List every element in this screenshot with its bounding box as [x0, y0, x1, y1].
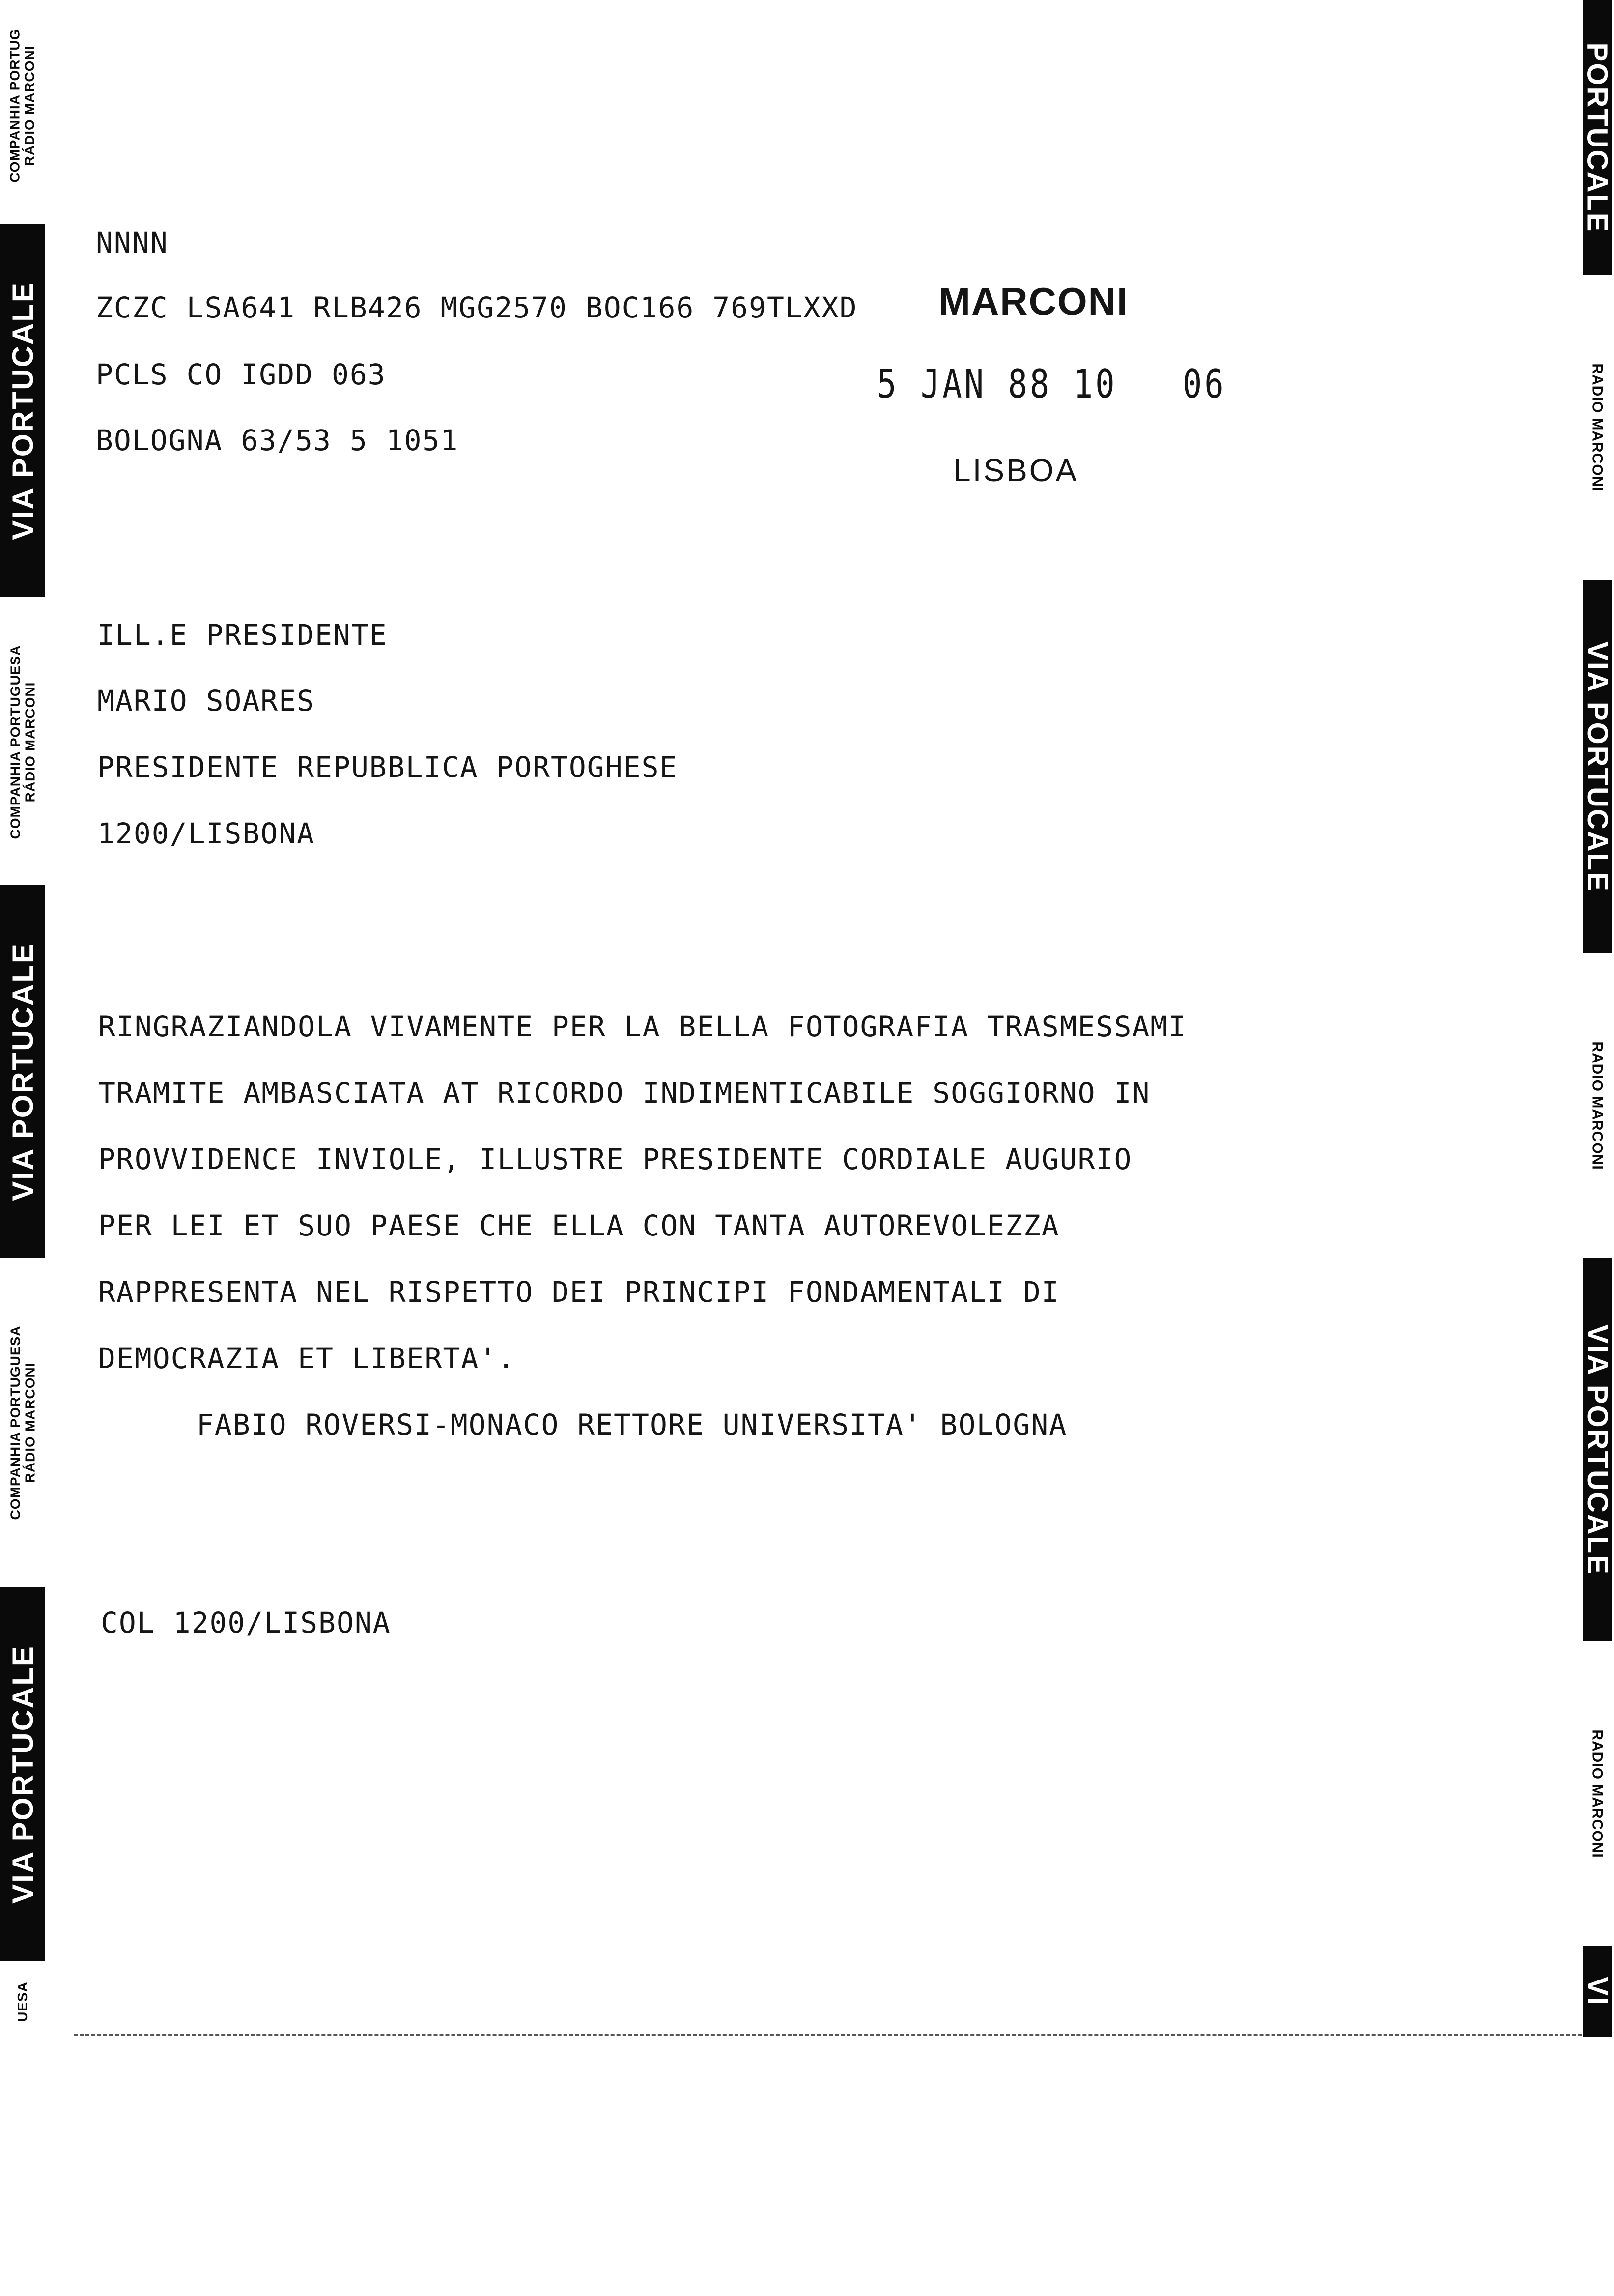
- left-strip-company-line2: RÁDIO MARCONI: [22, 682, 37, 803]
- header-routing-line: ZCZC LSA641 RLB426 MGG2570 BOC166 769TLXXD: [96, 291, 858, 324]
- right-strip-brand-3: [1583, 1258, 1612, 1641]
- right-strip-company-1: [1583, 275, 1612, 580]
- left-strip-company-line2: RÁDIO MARCONI: [22, 1362, 37, 1483]
- left-brand-strip: [0, 0, 45, 2037]
- right-strip-company-2: [1583, 953, 1612, 1258]
- left-strip-brand-text: VIA PORTUCALE: [6, 942, 39, 1201]
- right-strip-company-text: RADIO MARCONI: [1589, 363, 1606, 492]
- recipient-title: ILL.E PRESIDENTE: [97, 618, 388, 652]
- left-strip-company-bottom-text: UESA: [14, 1981, 30, 2022]
- message-line-1: RINGRAZIANDOLA VIVAMENTE PER LA BELLA FOTOGRAFIA TRASMESSAMI: [98, 1010, 1187, 1043]
- left-strip-company-2: [0, 1268, 45, 1578]
- place-stamp: LISBOA: [953, 453, 1079, 488]
- left-strip-company-top: [0, 0, 45, 211]
- message-line-3: PROVVIDENCE INVIOLE, ILLUSTRE PRESIDENTE CORDIALE AUGURIO: [98, 1143, 1133, 1176]
- collation-line: COL 1200/LISBONA: [101, 1606, 391, 1639]
- right-strip-company-text: RADIO MARCONI: [1589, 1041, 1606, 1170]
- left-strip-company-top-line2: RÁDIO MARCONI: [22, 45, 38, 166]
- message-line-5: RAPPRESENTA NEL RISPETTO DEI PRINCIPI FONDAMENTALI DI: [98, 1275, 1060, 1309]
- right-strip-brand-text: VIA PORTUCALE: [1581, 641, 1614, 892]
- left-strip-company-line1: COMPANHIA PORTUGUESA: [7, 1325, 23, 1520]
- recipient-address: 1200/LISBONA: [97, 817, 315, 850]
- right-strip-brand-top-text: PORTUCALE: [1581, 42, 1614, 233]
- message-line-6: DEMOCRAZIA ET LIBERTA'.: [98, 1342, 516, 1375]
- left-strip-brand-text: VIA PORTUCALE: [6, 281, 39, 540]
- right-strip-brand-bottom-text: VI: [1581, 1977, 1614, 2007]
- message-line-2: TRAMITE AMBASCIATA AT RICORDO INDIMENTICABILE SOGGIORNO IN: [98, 1076, 1151, 1110]
- right-strip-brand-bottom: [1583, 1946, 1612, 2037]
- left-strip-company-bottom: [0, 1966, 45, 2037]
- left-strip-brand-3: [0, 1587, 45, 1961]
- signature-line: FABIO ROVERSI-MONACO RETTORE UNIVERSITA' BOLOGNA: [197, 1408, 1068, 1441]
- left-strip-company-1: [0, 607, 45, 877]
- message-line-4: PER LEI ET SUO PAESE CHE ELLA CON TANTA AUTOREVOLEZZA: [98, 1209, 1060, 1242]
- right-strip-company-3: [1583, 1641, 1612, 1946]
- left-strip-brand-text: VIA PORTUCALE: [6, 1644, 39, 1904]
- left-strip-brand-2: [0, 885, 45, 1258]
- left-strip-brand-1: [0, 224, 45, 597]
- recipient-name: MARIO SOARES: [97, 684, 315, 718]
- right-strip-brand-top: [1583, 0, 1612, 275]
- marconi-stamp: MARCONI: [938, 280, 1129, 323]
- left-strip-company-line1: COMPANHIA PORTUGUESA: [7, 645, 23, 839]
- tear-line: [74, 2034, 1582, 2036]
- date-time-stamp: 5 JAN 88 10 06: [877, 361, 1226, 407]
- recipient-office: PRESIDENTE REPUBBLICA PORTOGHESE: [97, 750, 678, 784]
- right-strip-brand-text: VIA PORTUCALE: [1581, 1324, 1614, 1576]
- header-origin-line: BOLOGNA 63/53 5 1051: [96, 424, 459, 457]
- left-strip-company-top-line1: COMPANHIA PORTUG: [7, 29, 23, 183]
- right-strip-brand-2: [1583, 580, 1612, 953]
- right-strip-company-text: RADIO MARCONI: [1589, 1729, 1606, 1858]
- header-pcls-line: PCLS CO IGDD 063: [96, 358, 386, 391]
- header-line-nnnn: NNNN: [96, 226, 169, 259]
- right-brand-strip: [1583, 0, 1612, 2037]
